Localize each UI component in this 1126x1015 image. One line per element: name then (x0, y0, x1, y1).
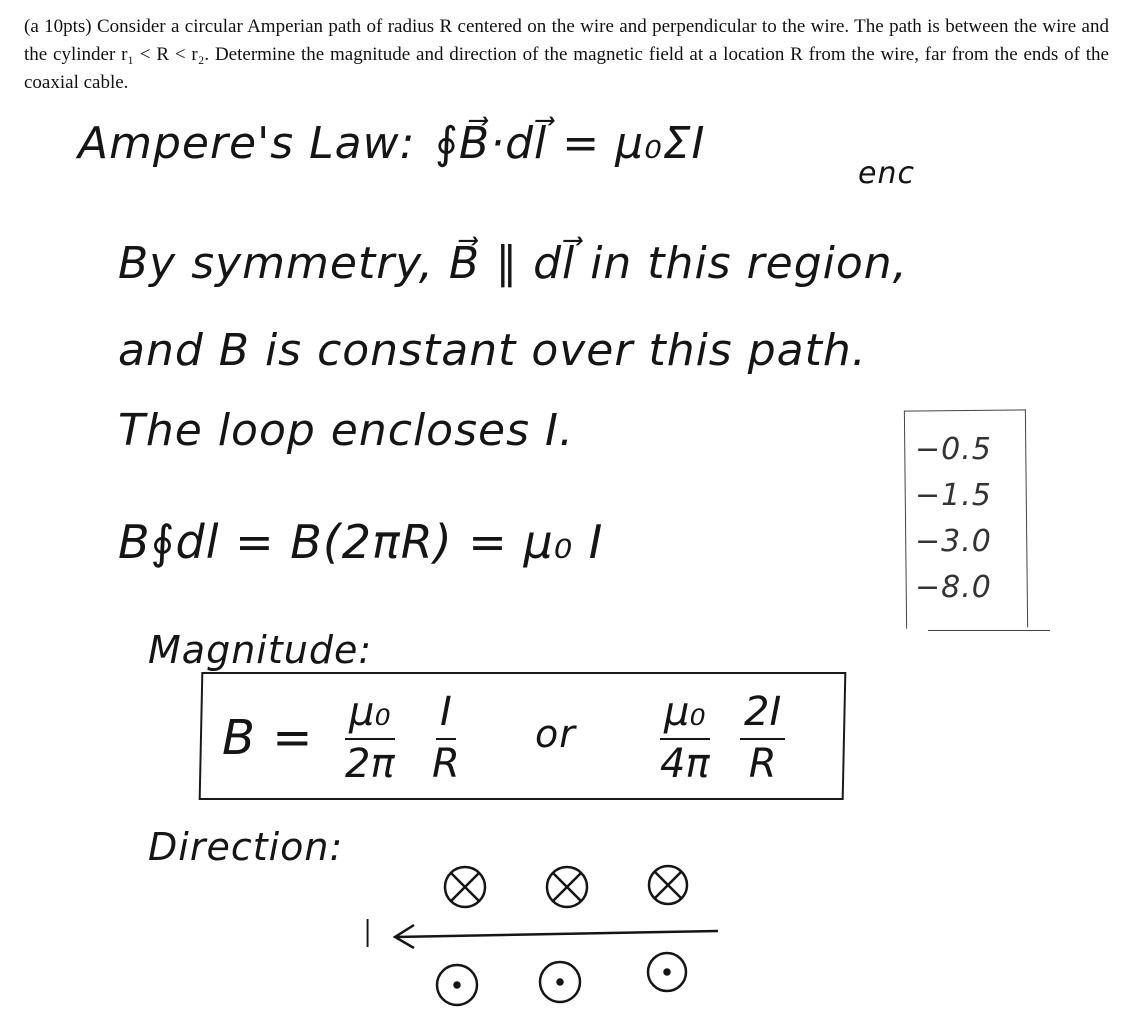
amperes-law-subscript: enc (858, 156, 915, 191)
symmetry-line-3: The loop encloses I. (118, 405, 574, 456)
out-of-page-icon (540, 962, 580, 1002)
into-page-icon (547, 867, 587, 907)
symmetry-line-1: By symmetry, B⃗ ∥ dl⃗ in this region, (118, 238, 908, 289)
or-word: or (535, 712, 576, 756)
side-value: −8.0 (915, 570, 992, 605)
fraction-numerator: I (436, 692, 456, 740)
fraction-denominator: 2π (345, 741, 395, 787)
wire-line (395, 931, 718, 937)
question-text: (a 10pts) Consider a circular Amperian path of radius R centered on the wire and perpendicular to the wire. The path is between the wire and the cylinder r₁ < R < r₂. Determine the magnitude and direction of the magnetic field at a location R from the wire, far from the ends of the coaxial cable. (24, 16, 1109, 93)
out-of-page-symbols (437, 953, 686, 1005)
side-values-list (915, 432, 992, 606)
amperes-law-label: Ampere's Law: (78, 118, 416, 169)
into-page-icon (445, 867, 485, 907)
current-label: I (362, 912, 375, 956)
fraction-denominator: R (748, 741, 777, 787)
out-of-page-icon (648, 953, 686, 991)
fraction-numerator: 2I (740, 692, 785, 740)
side-value: −1.5 (915, 478, 992, 513)
out-of-page-icon (437, 965, 477, 1005)
into-page-icon (649, 866, 687, 904)
side-value: −3.0 (915, 524, 992, 559)
amperes-law-equation: ∮B⃗·dl⃗ = μ₀ΣI (435, 118, 706, 169)
into-page-symbols (445, 866, 687, 907)
side-value: −0.5 (915, 432, 992, 467)
symmetry-line-2: and B is constant over this path. (118, 325, 867, 376)
fraction-numerator: μ₀ (660, 692, 709, 740)
fraction-denominator: R (432, 741, 460, 787)
fraction-denominator: 4π (660, 741, 710, 787)
magnitude-label: Magnitude: (148, 628, 373, 672)
integral-equation: B∮dl = B(2πR) = μ₀ I (118, 515, 604, 569)
fraction-numerator: μ₀ (345, 692, 394, 740)
boxed-b-equals: B = (222, 710, 314, 766)
current-arrow (395, 925, 718, 948)
side-values-underline (928, 630, 1050, 631)
direction-label: Direction: (148, 825, 344, 869)
